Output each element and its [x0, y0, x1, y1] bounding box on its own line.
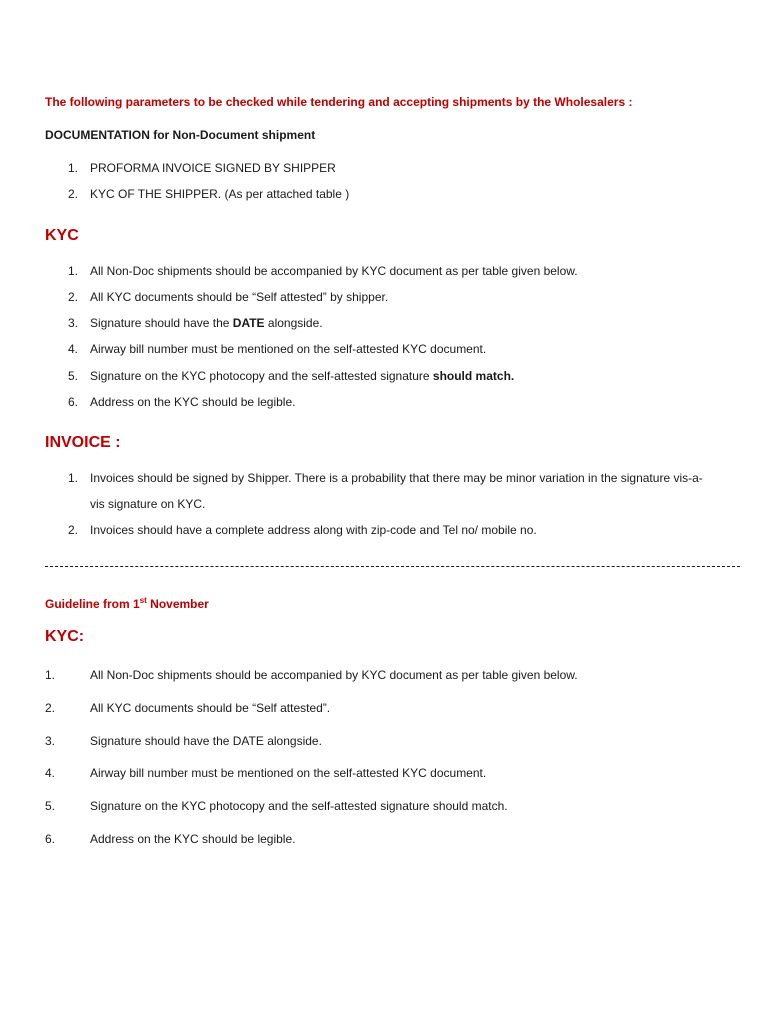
list-number: 3.: [68, 316, 79, 330]
list-number: 2.: [45, 701, 56, 715]
list-text: PROFORMA INVOICE SIGNED BY SHIPPER: [90, 161, 336, 175]
text-part: alongside.: [264, 316, 323, 330]
list-text: Signature on the KYC photocopy and the self-attested signature should match.: [90, 799, 508, 813]
kyc2-section-title: KYC:: [45, 628, 85, 645]
list-number: 5.: [68, 369, 79, 383]
list-text: Airway bill number must be mentioned on the self-attested KYC document.: [90, 342, 487, 356]
list-number: 6.: [45, 832, 56, 846]
list-number: 1.: [68, 264, 79, 278]
list-number: 1.: [68, 161, 79, 175]
text-part: Signature on the KYC photocopy and the self-attested signature: [90, 369, 433, 383]
list-text: All Non-Doc shipments should be accompanied by KYC document as per table given below.: [90, 264, 578, 278]
list-number: 2.: [68, 523, 79, 537]
list-text: [90, 363, 745, 389]
text-line: Invoices should be signed by Shipper. There is a probability that there may be minor variation in the signature vis-a-: [90, 471, 703, 485]
list-number: 5.: [45, 799, 56, 813]
list-number: 6.: [68, 395, 79, 409]
dashed-divider: [45, 566, 740, 567]
invoice-section-title: INVOICE :: [45, 434, 121, 451]
list-text: Airway bill number must be mentioned on the self-attested KYC document.: [90, 766, 487, 780]
intro-heading: The following parameters to be checked while tendering and accepting shipments by the Wholesalers :: [45, 95, 633, 109]
list-text: Address on the KYC should be legible.: [90, 395, 296, 409]
list-number: 1.: [68, 471, 79, 485]
bold-text: DATE: [232, 316, 265, 330]
list-text: Invoices should have a complete address along with zip-code and Tel no/ mobile no.: [90, 523, 537, 537]
text-line: vis signature on KYC.: [90, 497, 206, 511]
list-text: [90, 310, 745, 336]
list-text: All KYC documents should be “Self attested”.: [90, 701, 331, 715]
list-number: 2.: [68, 290, 79, 304]
text-part: Signature should have the: [90, 316, 233, 330]
list-text: All Non-Doc shipments should be accompanied by KYC document as per table given below.: [90, 668, 578, 682]
list-number: 3.: [45, 734, 56, 748]
list-number: 2.: [68, 187, 79, 201]
list-text: Signature should have the DATE alongside.: [90, 734, 322, 748]
list-text: [90, 465, 745, 517]
guideline-heading: [45, 596, 209, 611]
text-part: November: [146, 597, 209, 611]
list-number: 4.: [68, 342, 79, 356]
list-number: 4.: [45, 766, 56, 780]
bold-text: should match.: [432, 369, 515, 383]
list-text: All KYC documents should be “Self attested” by shipper.: [90, 290, 389, 304]
superscript: st: [139, 596, 147, 605]
kyc-section-title: KYC: [45, 227, 79, 244]
list-number: 1.: [45, 668, 56, 682]
list-text: Address on the KYC should be legible.: [90, 832, 296, 846]
text-part: Guideline from 1: [45, 597, 140, 611]
list-text: KYC OF THE SHIPPER. (As per attached table ): [90, 187, 350, 201]
documentation-heading: DOCUMENTATION for Non-Document shipment: [45, 128, 316, 142]
